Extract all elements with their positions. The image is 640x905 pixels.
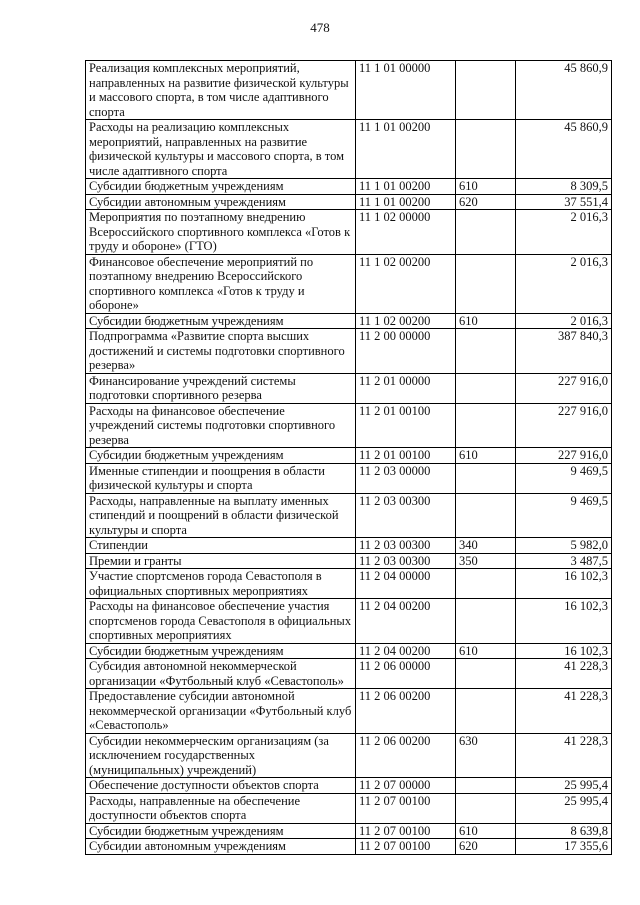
amount-cell: 17 355,6 [516, 839, 612, 855]
amount-cell: 227 916,0 [516, 373, 612, 403]
expense-type-cell [456, 61, 516, 120]
item-name-cell: Субсидии бюджетным учреждениям [86, 643, 356, 659]
item-name-cell: Субсидии бюджетным учреждениям [86, 448, 356, 464]
item-name-cell: Предоставление субсидии автономной некоммерческой организации «Футбольный клуб «Севастополь» [86, 689, 356, 734]
target-code-cell: 11 1 01 00200 [356, 194, 456, 210]
item-name-cell: Расходы на финансовое обеспечение учреждений системы подготовки спортивного резерва [86, 403, 356, 448]
table-row [86, 194, 612, 210]
item-name-cell: Субсидии бюджетным учреждениям [86, 179, 356, 195]
expense-type-cell: 610 [456, 823, 516, 839]
item-name-cell: Финансирование учреждений системы подготовки спортивного резерва [86, 373, 356, 403]
target-code-cell: 11 2 00 00000 [356, 329, 456, 374]
target-code-cell: 11 1 01 00000 [356, 61, 456, 120]
expense-type-cell: 610 [456, 643, 516, 659]
target-code-cell: 11 2 04 00200 [356, 599, 456, 644]
table-row [86, 373, 612, 403]
table-row [86, 839, 612, 855]
target-code-cell: 11 2 01 00000 [356, 373, 456, 403]
amount-cell: 3 487,5 [516, 553, 612, 569]
item-name-cell: Расходы на финансовое обеспечение участия спортсменов города Севастополя в официальных спортивных мероприятиях [86, 599, 356, 644]
expense-type-cell [456, 463, 516, 493]
target-code-cell: 11 2 07 00100 [356, 823, 456, 839]
item-name-cell: Стипендии [86, 538, 356, 554]
amount-cell: 41 228,3 [516, 659, 612, 689]
expense-type-cell [456, 403, 516, 448]
expense-type-cell: 610 [456, 179, 516, 195]
amount-cell: 16 102,3 [516, 569, 612, 599]
item-name-cell: Расходы на реализацию комплексных мероприятий, направленных на развитие физической культуры и массового спорта, в том числе адаптивного спорта [86, 120, 356, 179]
target-code-cell: 11 1 02 00200 [356, 254, 456, 313]
expense-type-cell [456, 493, 516, 538]
table-row [86, 538, 612, 554]
expense-type-cell [456, 254, 516, 313]
amount-cell: 41 228,3 [516, 689, 612, 734]
budget-table [85, 60, 612, 855]
amount-cell: 16 102,3 [516, 643, 612, 659]
table-row [86, 329, 612, 374]
amount-cell: 9 469,5 [516, 493, 612, 538]
target-code-cell: 11 2 06 00000 [356, 659, 456, 689]
table-row [86, 643, 612, 659]
expense-type-cell [456, 793, 516, 823]
expense-type-cell [456, 569, 516, 599]
table-row [86, 659, 612, 689]
item-name-cell: Премии и гранты [86, 553, 356, 569]
expense-type-cell [456, 659, 516, 689]
table-row [86, 599, 612, 644]
target-code-cell: 11 1 02 00200 [356, 313, 456, 329]
item-name-cell: Подпрограмма «Развитие спорта высших достижений и системы подготовки спортивного резерва» [86, 329, 356, 374]
item-name-cell: Реализация комплексных мероприятий, направленных на развитие физической культуры и массового спорта, в том числе адаптивного спорта [86, 61, 356, 120]
table-row [86, 689, 612, 734]
amount-cell: 227 916,0 [516, 403, 612, 448]
expense-type-cell: 620 [456, 839, 516, 855]
amount-cell: 45 860,9 [516, 61, 612, 120]
amount-cell: 16 102,3 [516, 599, 612, 644]
amount-cell: 2 016,3 [516, 254, 612, 313]
amount-cell: 387 840,3 [516, 329, 612, 374]
item-name-cell: Субсидия автономной некоммерческой организации «Футбольный клуб «Севастополь» [86, 659, 356, 689]
budget-table-body [86, 61, 612, 855]
item-name-cell: Субсидии автономным учреждениям [86, 194, 356, 210]
item-name-cell: Именные стипендии и поощрения в области физической культуры и спорта [86, 463, 356, 493]
table-row [86, 120, 612, 179]
expense-type-cell: 340 [456, 538, 516, 554]
table-row [86, 463, 612, 493]
table-row [86, 569, 612, 599]
target-code-cell: 11 2 06 00200 [356, 733, 456, 778]
expense-type-cell [456, 329, 516, 374]
expense-type-cell: 620 [456, 194, 516, 210]
expense-type-cell: 350 [456, 553, 516, 569]
item-name-cell: Расходы, направленные на обеспечение доступности объектов спорта [86, 793, 356, 823]
table-row [86, 210, 612, 255]
table-row [86, 733, 612, 778]
table-row [86, 254, 612, 313]
target-code-cell: 11 1 01 00200 [356, 179, 456, 195]
amount-cell: 9 469,5 [516, 463, 612, 493]
amount-cell: 2 016,3 [516, 210, 612, 255]
table-row [86, 448, 612, 464]
target-code-cell: 11 2 03 00300 [356, 538, 456, 554]
table-row [86, 493, 612, 538]
expense-type-cell [456, 210, 516, 255]
item-name-cell: Мероприятия по поэтапному внедрению Всероссийского спортивного комплекса «Готов к труду и обороне» (ГТО) [86, 210, 356, 255]
target-code-cell: 11 2 04 00000 [356, 569, 456, 599]
target-code-cell: 11 1 02 00000 [356, 210, 456, 255]
table-row [86, 179, 612, 195]
item-name-cell: Участие спортсменов города Севастополя в официальных спортивных мероприятиях [86, 569, 356, 599]
expense-type-cell [456, 599, 516, 644]
expense-type-cell: 610 [456, 313, 516, 329]
target-code-cell: 11 2 03 00300 [356, 553, 456, 569]
target-code-cell: 11 2 07 00000 [356, 778, 456, 794]
amount-cell: 5 982,0 [516, 538, 612, 554]
expense-type-cell [456, 689, 516, 734]
table-row [86, 553, 612, 569]
target-code-cell: 11 2 01 00100 [356, 403, 456, 448]
expense-type-cell [456, 778, 516, 794]
target-code-cell: 11 2 03 00300 [356, 493, 456, 538]
expense-type-cell [456, 120, 516, 179]
amount-cell: 25 995,4 [516, 793, 612, 823]
item-name-cell: Обеспечение доступности объектов спорта [86, 778, 356, 794]
item-name-cell: Субсидии автономным учреждениям [86, 839, 356, 855]
expense-type-cell: 630 [456, 733, 516, 778]
table-row [86, 823, 612, 839]
item-name-cell: Субсидии бюджетным учреждениям [86, 313, 356, 329]
item-name-cell: Финансовое обеспечение мероприятий по поэтапному внедрению Всероссийского спортивного комплекса «Готов к труду и обороне» [86, 254, 356, 313]
target-code-cell: 11 2 04 00200 [356, 643, 456, 659]
table-row [86, 403, 612, 448]
target-code-cell: 11 2 07 00100 [356, 793, 456, 823]
table-row [86, 793, 612, 823]
expense-type-cell [456, 373, 516, 403]
amount-cell: 8 639,8 [516, 823, 612, 839]
table-row [86, 61, 612, 120]
amount-cell: 2 016,3 [516, 313, 612, 329]
expense-type-cell: 610 [456, 448, 516, 464]
amount-cell: 25 995,4 [516, 778, 612, 794]
target-code-cell: 11 1 01 00200 [356, 120, 456, 179]
target-code-cell: 11 2 07 00100 [356, 839, 456, 855]
item-name-cell: Расходы, направленные на выплату именных стипендий и поощрений в области физической культуры и спорта [86, 493, 356, 538]
amount-cell: 41 228,3 [516, 733, 612, 778]
table-row [86, 778, 612, 794]
table-row [86, 313, 612, 329]
amount-cell: 37 551,4 [516, 194, 612, 210]
amount-cell: 8 309,5 [516, 179, 612, 195]
target-code-cell: 11 2 03 00000 [356, 463, 456, 493]
target-code-cell: 11 2 01 00100 [356, 448, 456, 464]
item-name-cell: Субсидии бюджетным учреждениям [86, 823, 356, 839]
amount-cell: 45 860,9 [516, 120, 612, 179]
item-name-cell: Субсидии некоммерческим организациям (за исключением государственных (муниципальных) учреждений) [86, 733, 356, 778]
page-number: 478 [310, 20, 330, 35]
target-code-cell: 11 2 06 00200 [356, 689, 456, 734]
amount-cell: 227 916,0 [516, 448, 612, 464]
